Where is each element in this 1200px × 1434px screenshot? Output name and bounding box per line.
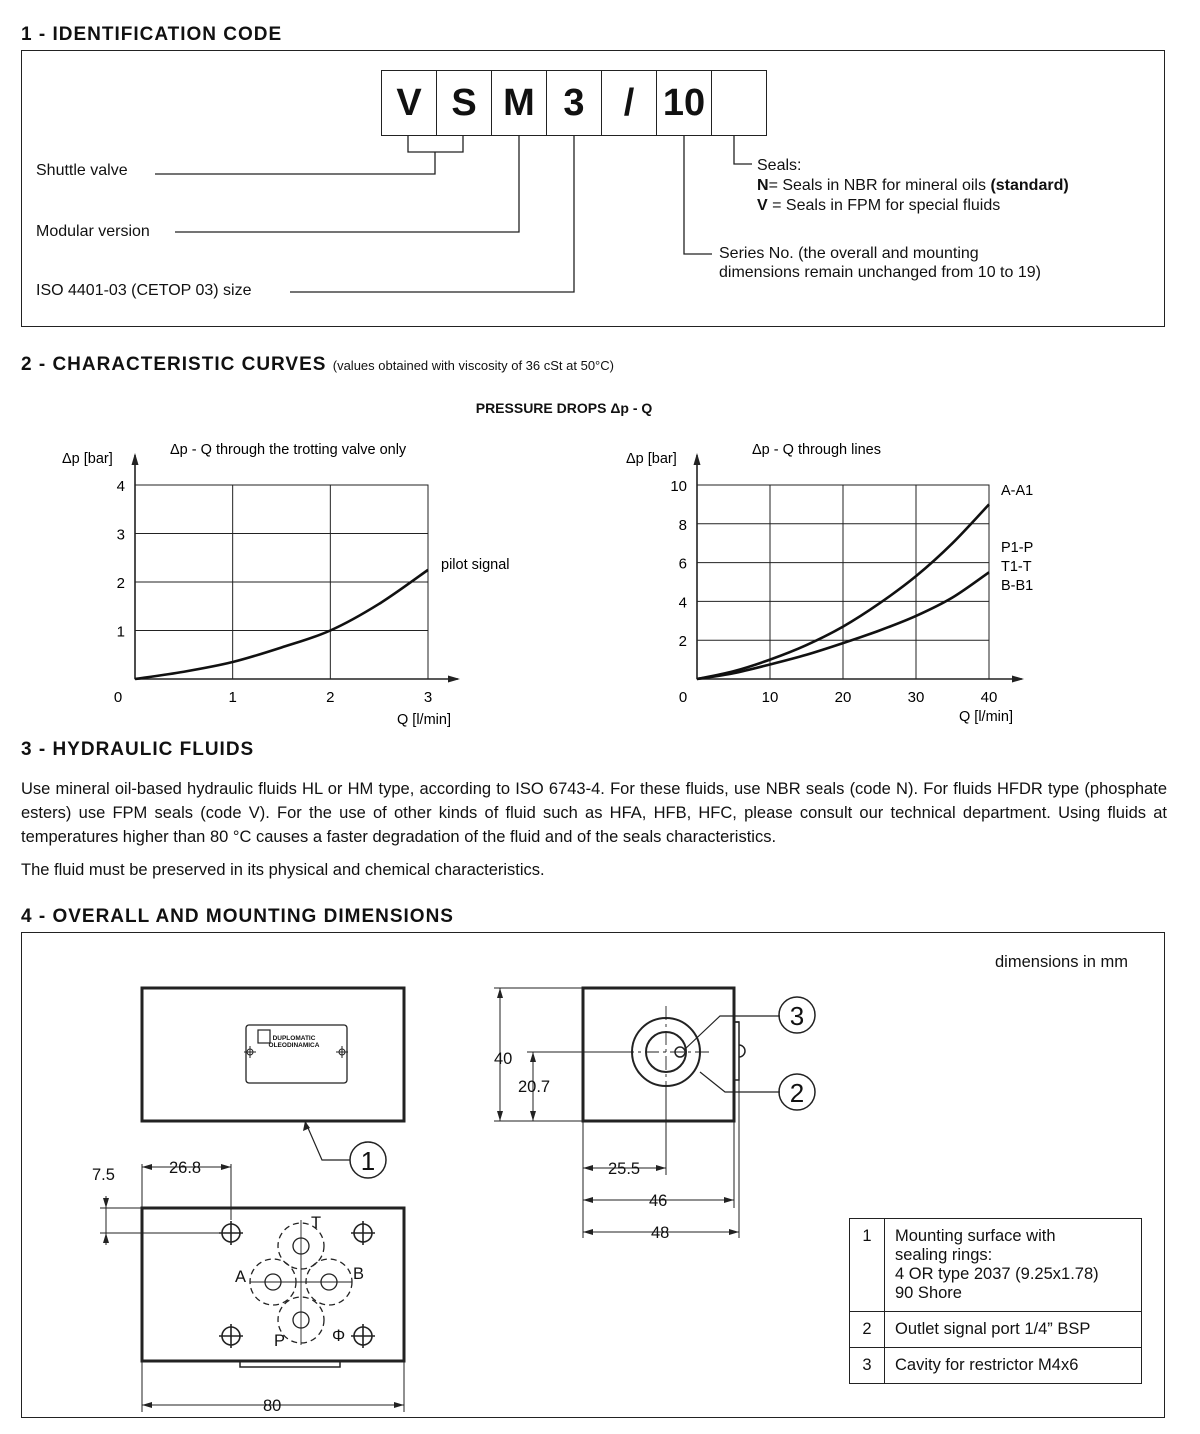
callout2-leader bbox=[700, 1072, 780, 1092]
chart2-ytick-label: 10 bbox=[670, 478, 687, 495]
chart2-xtick-label: 30 bbox=[907, 689, 925, 706]
dim-7-5: 7.5 bbox=[92, 1166, 115, 1184]
chart2-ytick-label: 4 bbox=[678, 594, 687, 612]
chart1-title: Δp - Q through the trotting valve only bbox=[170, 442, 407, 458]
chart2-xlabel: Q [l/min] bbox=[959, 709, 1013, 725]
legend-text-1 bbox=[885, 1219, 1142, 1312]
legend-num-1: 1 bbox=[850, 1219, 885, 1312]
legend-row-1 bbox=[850, 1219, 1142, 1312]
dim-26-8: 26.8 bbox=[169, 1159, 202, 1177]
legend-num-2: 2 bbox=[850, 1312, 885, 1348]
label-shuttle-valve: Shuttle valve bbox=[36, 162, 128, 179]
chart1-ytick-label: 2 bbox=[116, 575, 125, 592]
code-cell-2: S bbox=[436, 70, 492, 136]
seal-n-code: N bbox=[757, 177, 769, 194]
chart1-xtick-label: 1 bbox=[228, 689, 237, 706]
chart2-series2-label-3: B-B1 bbox=[1001, 578, 1034, 594]
code-cell-5: / bbox=[601, 70, 657, 136]
chart2-series1-label: A-A1 bbox=[1001, 483, 1034, 499]
callout-3-label: 3 bbox=[789, 1001, 805, 1031]
units-note: dimensions in mm bbox=[995, 953, 1128, 971]
chart2-ylabel: Δp [bar] bbox=[626, 451, 677, 467]
chart2-ytick-label: 6 bbox=[678, 555, 687, 573]
legend-1-line-2: sealing rings: bbox=[895, 1246, 993, 1264]
legend-1-line-4: 90 Shore bbox=[895, 1284, 962, 1302]
label-series-1: Series No. (the overall and mounting bbox=[719, 245, 979, 262]
label-iso-size: ISO 4401-03 (CETOP 03) size bbox=[36, 282, 252, 299]
port-t-label: T bbox=[311, 1214, 322, 1232]
chart2-title: Δp - Q through lines bbox=[752, 442, 881, 458]
port-p-label: P bbox=[274, 1332, 286, 1350]
section3-title: 3 - HYDRAULIC FLUIDS bbox=[21, 739, 255, 760]
seal-v-code: V bbox=[757, 197, 768, 214]
dim-48: 48 bbox=[651, 1224, 670, 1242]
chart2-ytick-label: 8 bbox=[678, 516, 687, 534]
legend-1-line-1: Mounting surface with bbox=[895, 1227, 1056, 1245]
code-cell-1: V bbox=[381, 70, 437, 136]
mounting-surface-body bbox=[142, 1208, 404, 1361]
dim-20-7: 20.7 bbox=[518, 1078, 551, 1096]
seal-n-text: = Seals in NBR for mineral oils bbox=[768, 177, 986, 194]
code-cell-6: 10 bbox=[656, 70, 712, 136]
label-modular-version: Modular version bbox=[36, 223, 150, 240]
port-a-label: A bbox=[235, 1268, 247, 1286]
chart2-series2-label-1: P1-P bbox=[1001, 540, 1034, 556]
port-b-label: B bbox=[353, 1265, 365, 1283]
fluids-paragraph-2: The fluid must be preserved in its physical and chemical characteristics. bbox=[21, 861, 545, 879]
chart2-xtick-label: 10 bbox=[761, 689, 779, 706]
port-phi-label: Φ bbox=[332, 1327, 346, 1345]
fluids-paragraph-1: Use mineral oil-based hydraulic fluids HL or HM type, according to ISO 6743-4. For these fluids, use NBR seals (code N). For fluids HFDR type (phosphate esters) use FPM seals (code V). For the use of other kinds of fluid such as HFA, HFB, HFC, please consult our technical department. Using fluids at temperatures higher than 80 °C causes a faster degradation of the fluid and of the seals characteristics. bbox=[21, 780, 1167, 846]
seal-n-standard: (standard) bbox=[990, 177, 1069, 194]
legend-1-line-3: 4 OR type 2037 (9.25x1.78) bbox=[895, 1265, 1099, 1283]
chart1-ytick-label: 4 bbox=[116, 478, 125, 495]
legend-num-3: 3 bbox=[850, 1348, 885, 1384]
chart2-xtick-label: 40 bbox=[980, 689, 998, 706]
legend-row-2 bbox=[850, 1312, 1142, 1348]
chart1-ytick-label: 3 bbox=[116, 526, 125, 544]
seal-v-text: = Seals in FPM for special fluids bbox=[772, 197, 1001, 214]
code-cell-3: M bbox=[491, 70, 547, 136]
dim-46: 46 bbox=[649, 1192, 668, 1210]
label-series-2: dimensions remain unchanged from 10 to 19) bbox=[719, 264, 1041, 281]
legend-text-3: Cavity for restrictor M4x6 bbox=[885, 1348, 1142, 1384]
callout-2-label: 2 bbox=[789, 1078, 805, 1108]
top-view-body bbox=[142, 988, 404, 1121]
mounting-dimensions bbox=[100, 1164, 404, 1412]
dim-80: 80 bbox=[263, 1397, 282, 1415]
legend-row-3 bbox=[850, 1348, 1142, 1384]
chart1-ytick-label: 1 bbox=[116, 623, 125, 641]
chart-subtitle: PRESSURE DROPS Δp - Q bbox=[475, 400, 653, 416]
chart1-ylabel: Δp [bar] bbox=[62, 451, 113, 467]
legend-table bbox=[849, 1218, 1142, 1384]
chart1-xtick-label: 3 bbox=[423, 689, 433, 706]
chart1-xtick-label: 2 bbox=[326, 689, 335, 706]
legend-text-2: Outlet signal port 1/4” BSP bbox=[885, 1312, 1142, 1348]
chart1-xlabel: Q [l/min] bbox=[397, 712, 451, 728]
chart2-ytick-label: 2 bbox=[678, 633, 687, 651]
dim-25-5: 25.5 bbox=[608, 1160, 641, 1178]
plate-logo-text-2: OLEODINAMICA bbox=[268, 1042, 320, 1049]
side-view-body bbox=[583, 988, 734, 1121]
callout1-leader bbox=[305, 1121, 350, 1160]
chart2-series2-label-2: T1-T bbox=[1001, 559, 1032, 575]
label-seals-title: Seals: bbox=[757, 157, 802, 174]
chart2-xtick-label: 0 bbox=[678, 689, 688, 706]
chart2-xtick-label: 20 bbox=[834, 689, 852, 706]
chart1-series-label: pilot signal bbox=[441, 557, 510, 573]
section2-title-text: 2 - CHARACTERISTIC CURVES bbox=[21, 354, 327, 375]
code-cell-4: 3 bbox=[546, 70, 602, 136]
callout-1-label: 1 bbox=[360, 1146, 376, 1176]
name-plate bbox=[246, 1025, 347, 1083]
plate-logo-text-1: DUPLOMATIC bbox=[272, 1035, 316, 1042]
section4-title: 4 - OVERALL AND MOUNTING DIMENSIONS bbox=[21, 906, 454, 927]
dim-40: 40 bbox=[494, 1050, 513, 1068]
section2-note: (values obtained with viscosity of 36 cSt at 50°C) bbox=[332, 358, 614, 373]
section1-title: 1 - IDENTIFICATION CODE bbox=[21, 24, 283, 45]
chart1-xtick-label: 0 bbox=[113, 689, 123, 706]
